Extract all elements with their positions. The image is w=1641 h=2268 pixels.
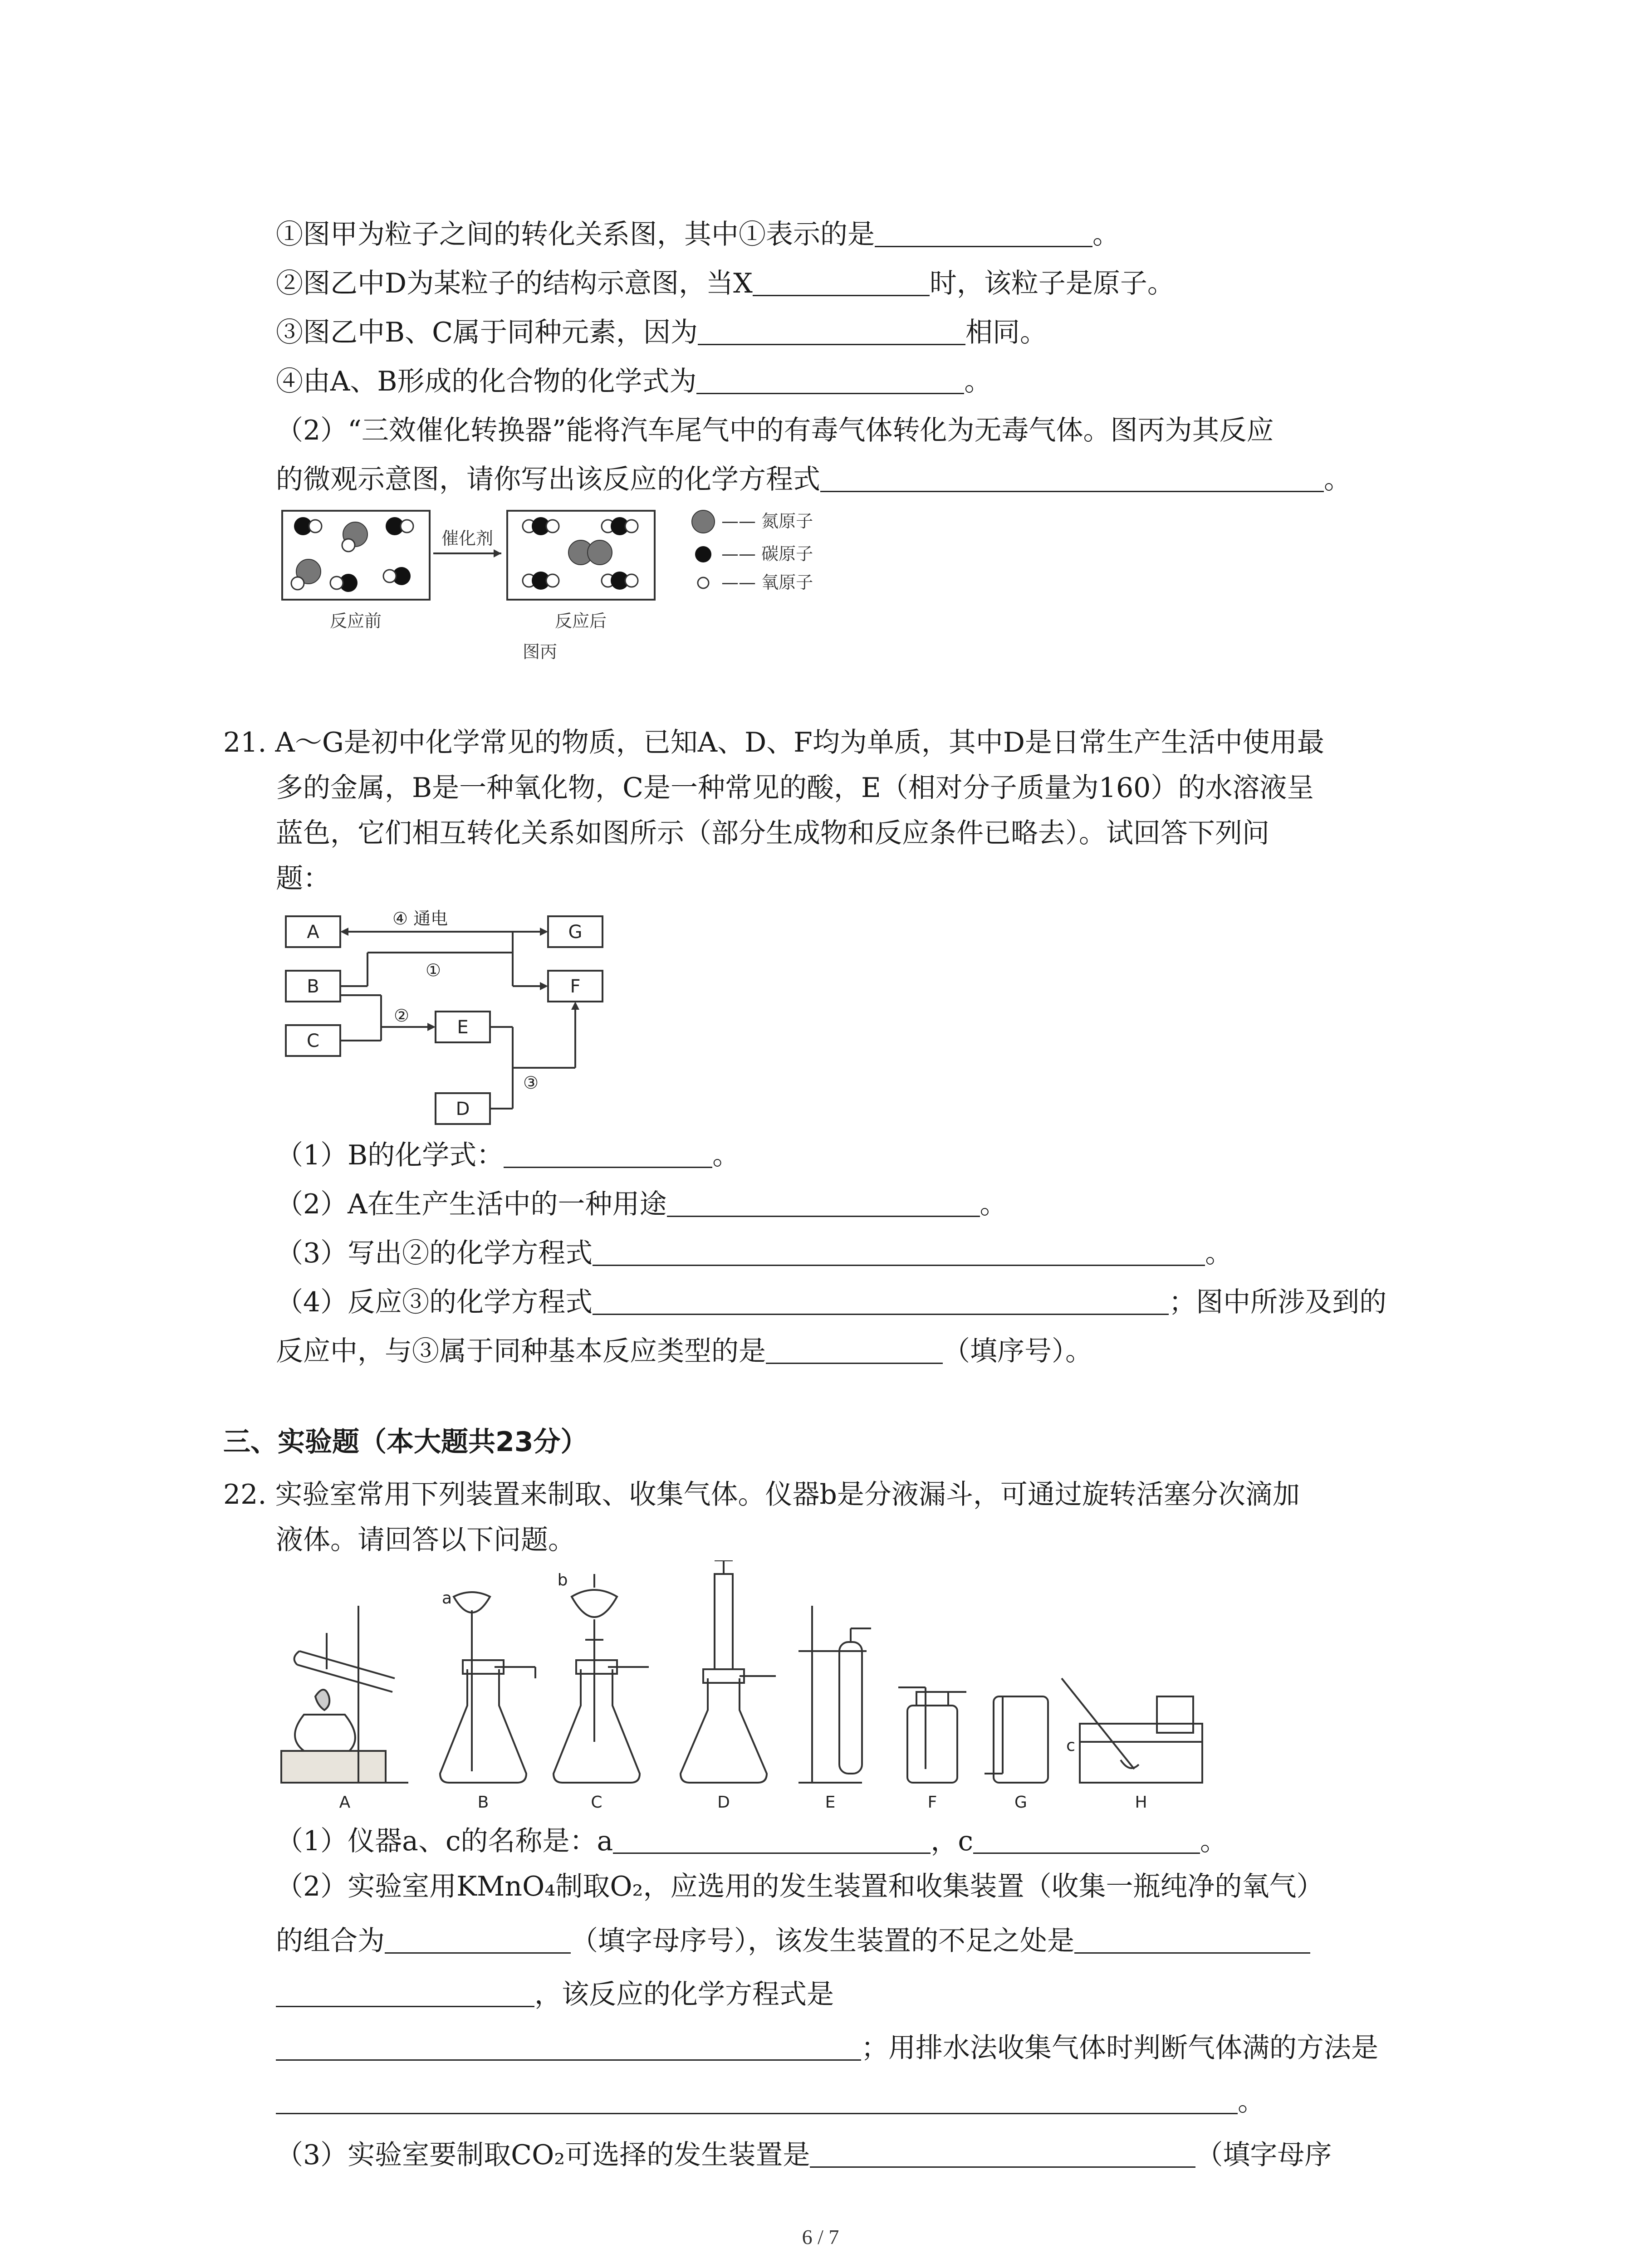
after-molecules (523, 517, 638, 590)
catalyst-label: 催化剂 (441, 528, 494, 548)
mark-b: b (557, 1571, 568, 1589)
q22-stem-line2: 液体。请回答以下问题。 (276, 1524, 575, 1556)
box-e-label: E (457, 1017, 469, 1038)
q21-sub4: （4）反应③的化学方程式 ；图中所涉及到的 (276, 1286, 1387, 1318)
apparatus-c (554, 1574, 649, 1783)
q20-sub3: ③图乙中B、C属于同种元素，因为 相同。 (276, 317, 1047, 348)
answer-blank[interactable] (613, 1826, 931, 1854)
reaction-2-label: ② (394, 1006, 410, 1026)
q22-sub2-line2: 的组合为 （填字母序号），该发生装置的不足之处是 (276, 1923, 1310, 1959)
answer-blank[interactable] (820, 464, 1324, 492)
q20-sub1: ①图甲为粒子之间的转化关系图，其中①表示的是 。 (276, 219, 1120, 250)
mark-a: a (441, 1589, 452, 1608)
q21-stem-line3: 蓝色，它们相互转化关系如图所示（部分生成物和反应条件已略去）。试回答下列问 (276, 817, 1269, 849)
answer-blank[interactable] (667, 1189, 980, 1217)
label-h: H (1135, 1793, 1147, 1812)
q22-sub2-line3: ，该反应的化学方程式是 (276, 1977, 834, 2012)
before-label: 反应前 (329, 611, 382, 631)
answer-blank[interactable] (385, 1926, 571, 1954)
q21-stem-line4: 题： (276, 863, 330, 894)
q21-sub1: （1）B的化学式： 。 (276, 1139, 740, 1171)
q20-sub4: ④由A、B形成的化合物的化学式为 。 (276, 366, 992, 397)
apparatus-g (985, 1696, 1048, 1783)
box-g-label: G (568, 922, 583, 943)
apparatus-a (281, 1606, 408, 1783)
answer-blank[interactable] (698, 318, 965, 345)
q21-sub3: （3）写出②的化学方程式 。 (276, 1237, 1233, 1269)
apparatus-b (440, 1592, 535, 1783)
legend-nitrogen-icon (692, 510, 715, 533)
q22-stem-line1: 22. 实验室常用下列装置来制取、收集气体。仪器b是分液漏斗，可通过旋转活塞分次滴加 (223, 1479, 1300, 1510)
mark-c: c (1066, 1736, 1075, 1755)
section-title: 三、实验题（本大题共23分） (223, 1426, 588, 1458)
figure-caption: 图丙 (522, 642, 558, 662)
q22-sub2-line5: 。 (276, 2084, 1265, 2119)
figure-apparatus (272, 1560, 1207, 1814)
reaction-4-label: ④ 通电 (392, 909, 448, 929)
answer-blank[interactable] (593, 1287, 1169, 1315)
answer-blank[interactable] (696, 367, 964, 394)
q22-sub2: （2）实验室用KMnO₄制取O₂，应选用的发生装置和收集装置（收集一瓶纯净的氧气） (276, 1871, 1324, 1902)
legend-oxygen-icon (698, 577, 709, 588)
q21-sub4-cont: 反应中，与③属于同种基本反应类型的是 （填序号）。 (276, 1335, 1092, 1367)
reaction-1-label: ① (425, 960, 441, 980)
label-g: G (1014, 1793, 1027, 1812)
label-c: C (591, 1793, 603, 1812)
legend-carbon: —— 碳原子 (721, 544, 813, 564)
q22-sub1: （1）仪器a、c的名称是：a ，c 。 (276, 1825, 1227, 1857)
q20-part2-line2: 的微观示意图，请你写出该反应的化学方程式 。 (276, 464, 1351, 495)
label-b: B (477, 1793, 489, 1812)
apparatus-f (898, 1687, 966, 1783)
answer-blank[interactable] (593, 1238, 1205, 1266)
answer-blank[interactable] (810, 2140, 1195, 2168)
q21-sub2: （2）A在生产生活中的一种用途 。 (276, 1188, 1007, 1220)
legend-carbon-icon (695, 546, 711, 562)
answer-blank[interactable] (276, 2087, 1238, 2114)
after-label: 反应后 (554, 611, 607, 631)
answer-blank[interactable] (753, 269, 930, 296)
answer-blank[interactable] (1074, 1926, 1310, 1954)
apparatus-d (681, 1560, 776, 1783)
figure-bing (272, 503, 862, 676)
before-molecules (291, 517, 413, 592)
box-d-label: D (456, 1099, 470, 1119)
apparatus-h (1062, 1678, 1202, 1783)
q20-part2-line1: （2）“三效催化转换器”能将汽车尾气中的有毒气体转化为无毒气体。图丙为其反应 (276, 415, 1274, 446)
apparatus-e (798, 1606, 871, 1783)
box-a-label: A (307, 922, 319, 943)
box-f-label: F (570, 976, 581, 997)
figure-q21-relations (277, 903, 631, 1129)
q22-sub2-line4: ；用排水法收集气体时判断气体满的方法是 (276, 2030, 1378, 2066)
box-c-label: C (307, 1031, 319, 1051)
reaction-3-label: ③ (523, 1073, 539, 1093)
answer-blank[interactable] (276, 1980, 534, 2007)
q21-stem-line2: 多的金属，B是一种氧化物，C是一种常见的酸，E（相对分子质量为160）的水溶液呈 (276, 772, 1314, 804)
q22-sub3: （3）实验室要制取CO₂可选择的发生装置是 （填字母序 (276, 2139, 1332, 2171)
answer-blank[interactable] (276, 2033, 861, 2061)
answer-blank[interactable] (766, 1336, 943, 1364)
q21-stem-line1: 21. A～G是初中化学常见的物质，已知A、D、F均为单质，其中D是日常生产生活中使用最 (223, 727, 1324, 758)
legend-nitrogen: —— 氮原子 (721, 511, 813, 531)
label-d: D (717, 1793, 730, 1812)
answer-blank[interactable] (973, 1826, 1200, 1854)
answer-blank[interactable] (875, 220, 1092, 247)
label-a: A (339, 1793, 351, 1812)
page-number: 6 / 7 (802, 2225, 839, 2248)
q20-sub2: ②图乙中D为某粒子的结构示意图，当X 时，该粒子是原子。 (276, 268, 1175, 299)
answer-blank[interactable] (504, 1140, 712, 1168)
label-f: F (927, 1793, 937, 1812)
legend-oxygen: —— 氧原子 (721, 572, 813, 592)
box-b-label: B (307, 976, 319, 997)
label-e: E (825, 1793, 836, 1812)
